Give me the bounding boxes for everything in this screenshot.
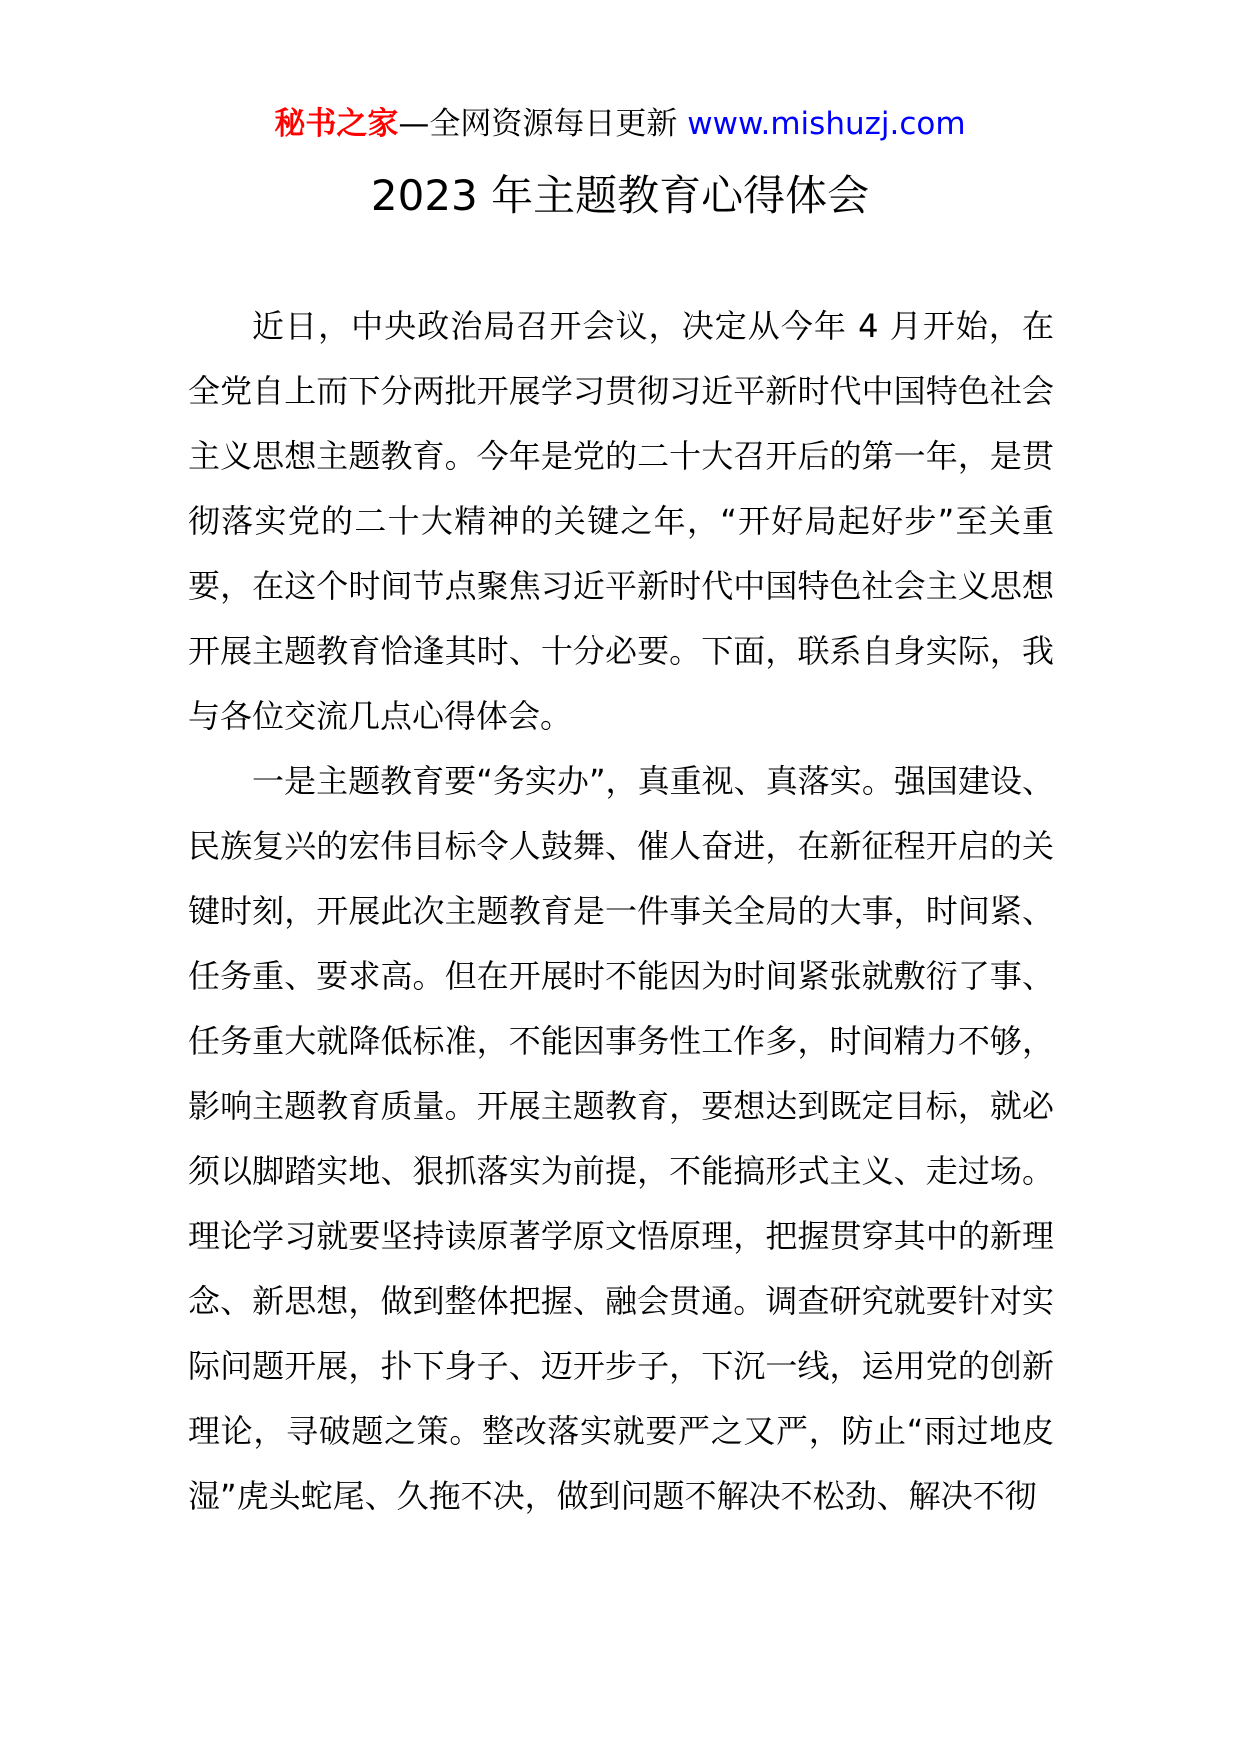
paragraph: 一是主题教育要“务实办”，真重视、真落实。强国建设、民族复兴的宏伟目标令人鼓舞、催人奋进，在新征程开启的关键时刻，开展此次主题教育是一件事关全局的大事，时间紧、任务重、要求高。但在开展时不能因为时间紧张就敷衍了事、任务重大就降低标准，不能因事务性工作多，时间精力不够，影响主题教育质量。开展主题教育，要想达到既定目标，就必须以脚踏实地、狠抓落实为前提，不能搞形式主义、走过场。理论学习就要坚持读原著学原文悟原理，把握贯穿其中的新理念、新思想，做到整体把握、融会贯通。调查研究就要针对实际问题开展，扑下身子、迈开步子，下沉一线，运用党的创新理论，寻破题之策。整改落实就要严之又严，防止“雨过地皮湿”虎头蛇尾、久拖不决，做到问题不解决不松劲、解决不彻 bbox=[188, 762, 1054, 1515]
site-tagline: —全网资源每日更新 bbox=[398, 106, 678, 142]
site-header bbox=[0, 102, 1240, 146]
document-body bbox=[188, 294, 1054, 1529]
site-brand: 秘书之家 bbox=[274, 106, 399, 142]
site-url-link[interactable]: www.mishuzj.com bbox=[687, 106, 966, 142]
document-title: 2023 年主题教育心得体会 bbox=[370, 171, 870, 220]
paragraph: 近日，中央政治局召开会议，决定从今年 4 月开始，在全党自上而下分两批开展学习贯彻习近平新时代中国特色社会主义思想主题教育。今年是党的二十大召开后的第一年，是贯彻落实党的二十大精神的关键之年，“开好局起好步”至关重要，在这个时间节点聚焦习近平新时代中国特色社会主义思想开展主题教育恰逢其时、十分必要。下面，联系自身实际，我与各位交流几点心得体会。 bbox=[188, 307, 1054, 735]
